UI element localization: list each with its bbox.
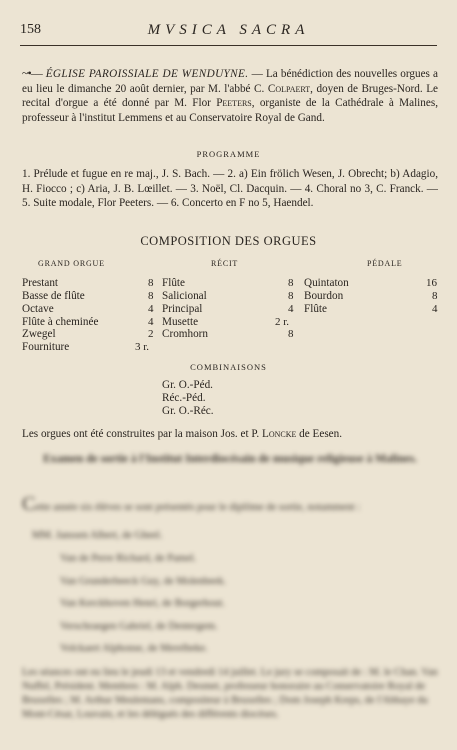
stop-name: Bourdon	[304, 290, 344, 302]
article-paragraph	[22, 66, 438, 125]
blurred-intro	[22, 493, 438, 515]
stop-name: Salicional	[162, 290, 207, 302]
article-heading: ÉGLISE PAROISSIALE DE WENDUYNE.	[45, 68, 249, 80]
stop-row	[22, 341, 154, 354]
stop-row	[22, 290, 154, 303]
person-name: Colpaert	[267, 82, 311, 95]
stop-name: Flûte	[162, 277, 185, 289]
recit-heading: RÉCIT	[211, 259, 239, 268]
stop-name: Octave	[22, 303, 54, 315]
stop-row	[162, 303, 302, 316]
stop-row	[162, 290, 302, 303]
graduate-name: Van de Perre Richard, de Pamel.	[60, 553, 197, 564]
combination-item: Gr. O.-Réc.	[162, 405, 214, 417]
stop-value: 8	[288, 328, 294, 340]
article-text: , doyen de Bruges-Nord. Le recital d'orgue a été donné par M. Flor	[22, 82, 438, 109]
stop-value: 8	[148, 277, 154, 289]
builder-paragraph	[22, 427, 438, 442]
stop-value: 8	[288, 277, 294, 289]
article-text: , organiste de la Cathédrale à Malines, professeur à l'institut Lemmens et au Conservatoire Royal de Gand.	[22, 97, 438, 124]
combinaisons-title: COMBINAISONS	[190, 362, 267, 372]
article-text: — La bénédiction des nouvelles orgues a eu lieu le dimanche 20 août dernier, par M. l'abbé C.	[22, 68, 439, 95]
blurred-intro-text: ette année six élèves se sont présentés pour le diplôme de sortie, notamment :	[35, 502, 361, 513]
stop-value: 16	[426, 277, 437, 289]
programme-title: PROGRAMME	[196, 149, 261, 159]
stop-row	[162, 277, 302, 290]
header-rule	[20, 45, 437, 46]
stop-row	[22, 277, 154, 290]
stop-value: 3 r.	[135, 341, 150, 353]
stop-name: Fourniture	[22, 341, 70, 353]
pedale-heading: PÉDALE	[367, 259, 403, 268]
programme-text: 1. Prélude et fugue en re maj., J. S. Bach. — 2. a) Ein frölich Wesen, J. Obrecht; b) Adagio, H. Fiocco ; c) Aria, J. B. Lœillet. — 3. Noël, Cl. Dacquin. — 4. Choral no 3, C. Franck. — 5. Suite modale, Flor Peeters. — 6. Concerto en F no 5, Haendel.	[22, 168, 438, 209]
stop-value: 8	[148, 290, 154, 302]
ornament-icon: ~•—	[22, 66, 42, 80]
stop-value: 4	[148, 303, 154, 315]
person-name: Peeters	[216, 97, 252, 109]
stop-row	[162, 328, 302, 341]
graduate-name: Verschraegen Gabriel, de Dentergem.	[60, 621, 218, 632]
stop-row	[22, 303, 154, 316]
stop-value: 4	[288, 303, 294, 315]
stop-name: Basse de flûte	[22, 290, 85, 302]
stop-name: Zwegel	[22, 328, 56, 340]
stop-value: 4	[148, 316, 154, 328]
stop-name: Flûte à cheminée	[22, 316, 99, 328]
page-number: 158	[20, 22, 41, 37]
stop-row	[22, 328, 154, 341]
stop-name: Prestant	[22, 277, 59, 289]
stop-name: Principal	[162, 303, 203, 315]
drop-cap: C	[22, 493, 36, 515]
blurred-section-title: Examen de sortie à l'Institut Interdiocésain de musique religieuse à Malines.	[43, 453, 417, 465]
grand-orgue-heading: GRAND ORGUE	[38, 259, 105, 268]
stop-row	[304, 277, 438, 290]
builder-text: Les orgues ont été construites par la maison Jos. et P.	[22, 428, 262, 440]
graduate-name: Van Grunderbeeck Guy, de Molenbeek.	[60, 576, 227, 587]
graduate-name: Van Kerckhoven Henri, de Borgerhout.	[60, 598, 225, 609]
stop-name: Flûte	[304, 303, 327, 315]
stop-value: 4	[432, 303, 438, 315]
stop-value: 2 r.	[275, 316, 290, 328]
combination-item: Gr. O.-Péd.	[162, 379, 213, 391]
stop-name: Quintaton	[304, 277, 349, 289]
builder-text: de Eesen.	[296, 428, 343, 440]
page-header	[20, 22, 437, 42]
stop-name: Musette	[162, 316, 199, 328]
stop-value: 2	[148, 328, 154, 340]
composition-title: COMPOSITION DES ORGUES	[140, 234, 317, 248]
graduate-name: Volckaert Alphonse, de Merelbeke.	[60, 643, 208, 654]
graduate-name: MM. Janssen Albert, de Gheel.	[32, 530, 163, 541]
stop-value: 8	[288, 290, 294, 302]
stop-row	[304, 303, 438, 316]
blurred-closing: Les séances ont eu lieu le jeudi 13 et vendredi 14 juillet. Le jury se composait de : M. le Chan. Van Nuffel, Président. Membres : M. Alph. Desmet, professeur honoraire au Conservatoire Royal de Bruxelles ; M. Arthur Meulemans, compositeur à Bruxelles ; Dom Joseph Kreps, de l'Abbaye du Mont-César, Louvain, et les délégués des différents diocèses.	[22, 667, 438, 720]
combination-item: Réc.-Péd.	[162, 392, 206, 404]
running-title: MVSICA SACRA	[147, 22, 310, 38]
stop-name: Cromhorn	[162, 328, 208, 340]
builder-name: Loncke	[261, 428, 297, 440]
stop-value: 8	[432, 290, 438, 302]
stop-row	[304, 290, 438, 303]
